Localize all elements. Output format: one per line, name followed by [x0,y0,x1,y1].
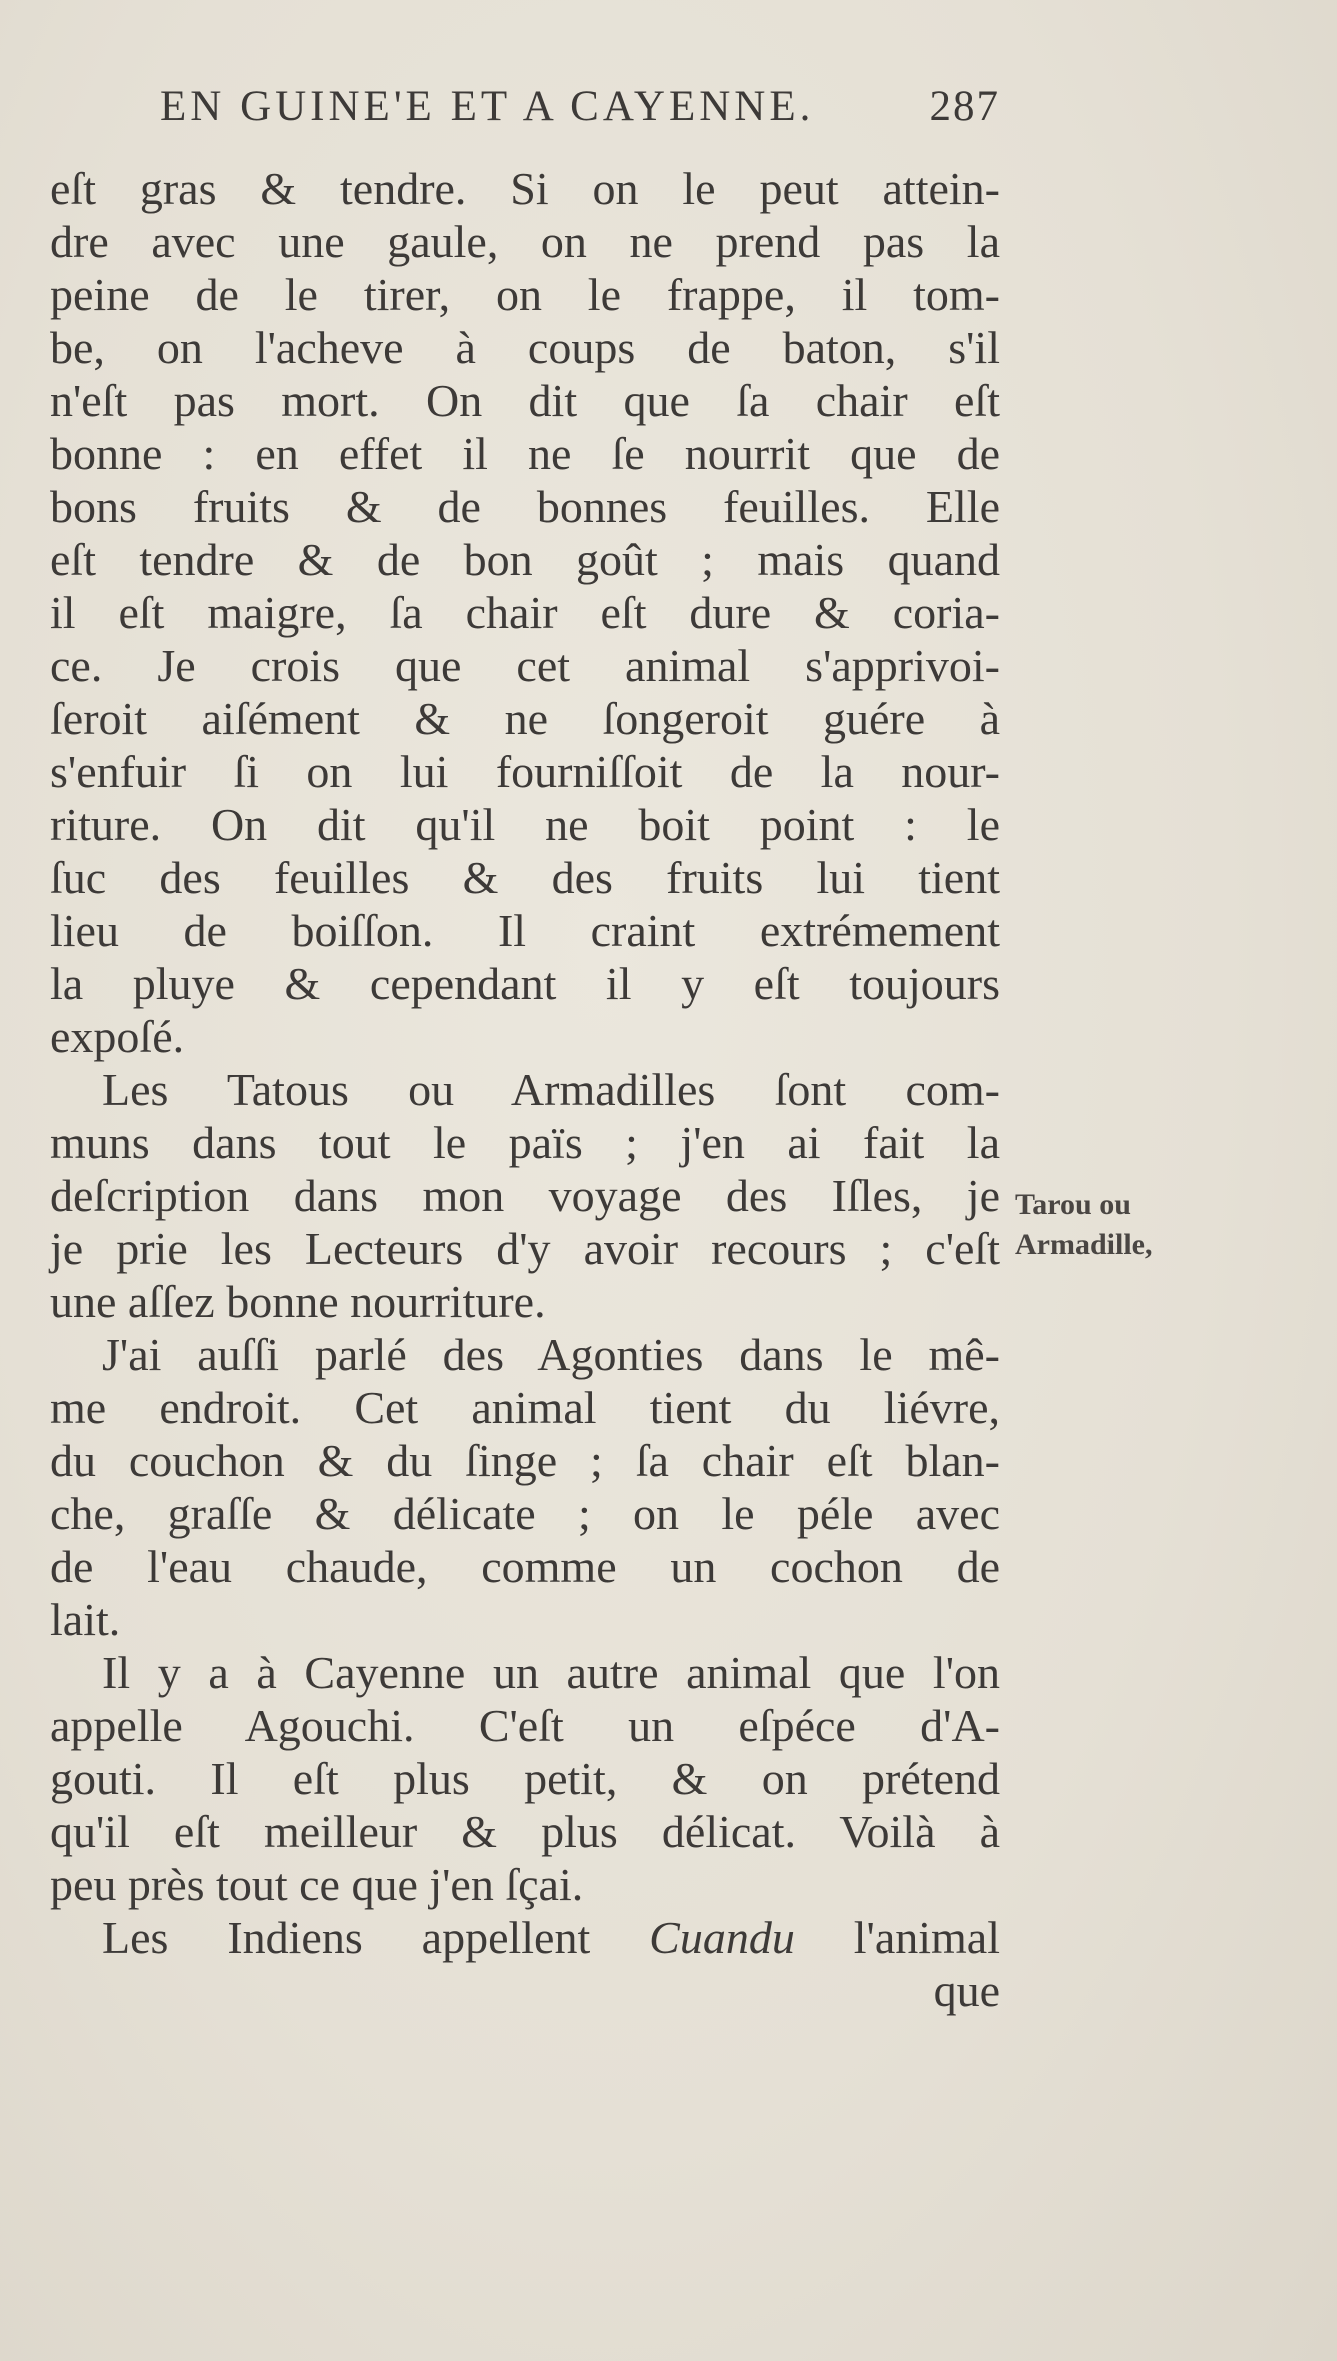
margin-note-line: Tarou ou [1015,1188,1131,1221]
catchword: que [933,1965,1000,2016]
text-line: ſuc des feuilles & des fruits lui tient [50,852,1000,903]
text-line-final [50,1911,1000,1964]
text-line: peine de le tirer, on le frappe, il tom- [50,269,1000,320]
text-line: me endroit. Cet animal tient du liévre, [50,1382,1000,1433]
header-title: EN GUINE'E ET A CAYENNE. [160,83,815,130]
text-line: une aſſez bonne nourriture. [50,1276,546,1327]
text-line: bons fruits & de bonnes feuilles. Elle [50,481,1000,532]
text-line: n'eſt pas mort. On dit que ſa chair eſt [50,375,1000,426]
text-line: qu'il eſt meilleur & plus délicat. Voilà à [50,1806,1000,1857]
text-line: Les Tatous ou Armadilles ſont com- [102,1064,1000,1115]
text-line: dre avec une gaule, on ne prend pas la [50,216,1000,267]
text-line: ſeroit aiſément & ne ſongeroit guére à [50,693,1000,744]
final-line-start: Les Indiens appellent [102,1912,591,1963]
text-line: appelle Agouchi. C'eſt un eſpéce d'A- [50,1700,1000,1751]
text-line: Il y a à Cayenne un autre animal que l'on [102,1647,1000,1698]
text-line: bonne : en effet il ne ſe nourrit que de [50,428,1000,479]
text-line: la pluye & cependant il y eſt toujours [50,958,1000,1009]
text-line: be, on l'acheve à coups de baton, s'il [50,322,1000,373]
text-body [50,162,1000,2017]
text-line: che, graſſe & délicate ; on le péle avec [50,1488,1000,1539]
text-line: je prie les Lecteurs d'y avoir recours ; c'eſt [50,1223,1000,1274]
text-line: ce. Je crois que cet animal s'apprivoi- [50,640,1000,691]
margin-note-line: Armadille, [1015,1228,1153,1261]
text-line: muns dans tout le païs ; j'en ai fait la [50,1117,1000,1168]
text-line: s'enfuir ſi on lui fourniſſoit de la nour- [50,746,1000,797]
text-line: lieu de boiſſon. Il craint extrémement [50,905,1000,956]
text-line: eſt tendre & de bon goût ; mais quand [50,534,1000,585]
text-line: expoſé. [50,1011,185,1062]
text-line: gouti. Il eſt plus petit, & on prétend [50,1753,1000,1804]
text-line: du couchon & du ſinge ; ſa chair eſt blan- [50,1435,1000,1486]
text-line: J'ai auſſi parlé des Agonties dans le mê- [102,1329,1000,1380]
text-line: il eſt maigre, ſa chair eſt dure & coria- [50,587,1000,638]
text-line: deſcription dans mon voyage des Iſles, je [50,1170,1000,1221]
text-line: riture. On dit qu'il ne boit point : le [50,799,1000,850]
final-line-end: l'animal [853,1912,1000,1963]
margin-note [1015,1185,1315,1265]
text-line: peu près tout ce que j'en ſçai. [50,1859,584,1910]
running-header [160,82,1000,131]
italic-term: Cuandu [649,1912,795,1963]
text-line: lait. [50,1594,121,1645]
page-number: 287 [929,83,1000,130]
text-line: de l'eau chaude, comme un cochon de [50,1541,1000,1592]
text-line: eſt gras & tendre. Si on le peut attein- [50,163,1000,214]
